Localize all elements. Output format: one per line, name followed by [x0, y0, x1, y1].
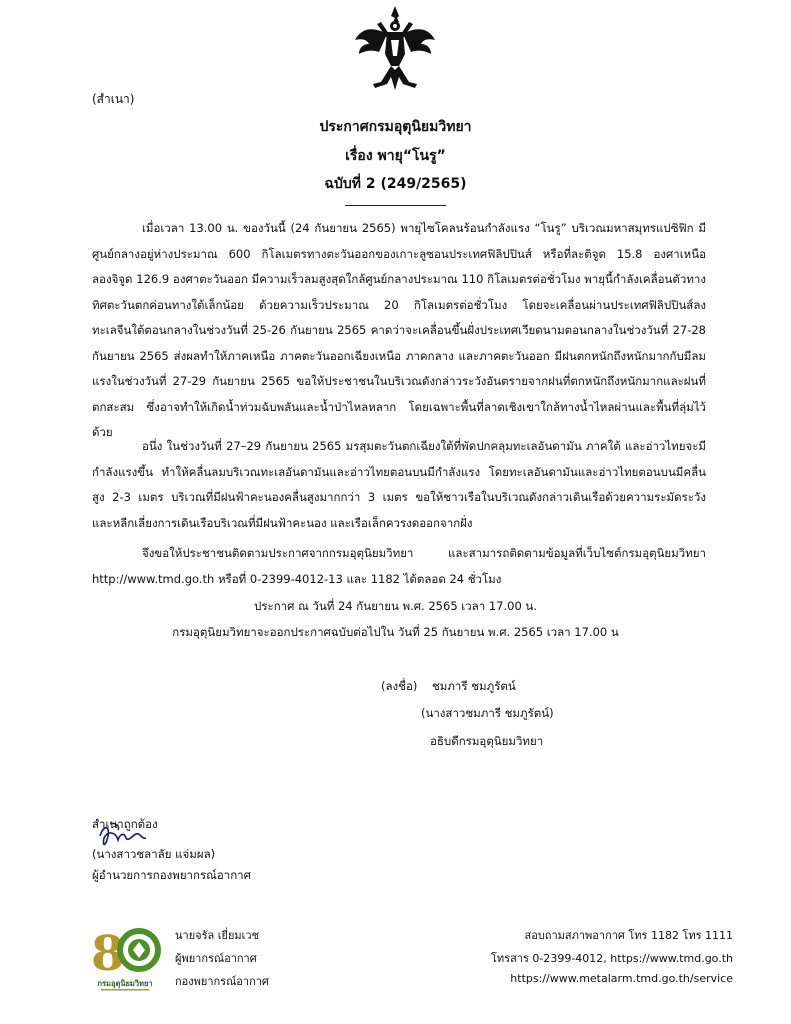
- paragraph-monsoon-warning-text: อนึ่ง ในช่วงวันที่ 27–29 กันยายน 2565 มรสุมตะวันตกเฉียงใต้ที่พัดปกคลุมทะเลอันดามัน ภาคใต้ และอ่าวไทยจะมีกำลังแรงขึ้น ทำให้คลื่นลมบริเวณทะเลอันดามันและอ่าวไทยตอนบนมีกำลังแรง โดยทะเลอันดามันและอ่าวไทยตอนบนมีคลื่นสูง 2-3 เมตร บริเวณที่มีฝนฟ้าคะนองคลื่นสูงมากกว่า 3 เมตร ขอให้ชาวเรือในบริเวณดังกล่าวเดินเรือด้วยความระมัดระวัง และหลีกเลี่ยงการเดินเรือบริเวณที่มีฝนฟ้าคะนอง และเรือเล็กควรงดออกจากฝั่ง: [92, 439, 706, 530]
- announced-date: ประกาศ ณ วันที่ 24 กันยายน พ.ศ. 2565 เวลา 17.00 น.: [254, 599, 537, 613]
- document-issue: ฉบับที่ 2 (249/2565): [324, 176, 467, 192]
- contact-url-link[interactable]: https://www.metalarm.tmd.go.th/service: [510, 972, 733, 985]
- svg-text:8: 8: [91, 926, 125, 982]
- contact-fax[interactable]: โทรสาร 0-2399-4012, https://www.tmd.go.th: [491, 952, 733, 965]
- signature-full-name: (นางสาวชมภารี ชมภูรัตน์): [421, 706, 554, 720]
- copy-tag: (สำเนา): [92, 92, 135, 106]
- certifier-position: ผู้อำนวยการกองพยากรณ์อากาศ: [92, 868, 251, 882]
- paragraph-storm-details-text: เมื่อเวลา 13.00 น. ของวันนี้ (24 กันยายน 2565) พายุไซโคลนร้อนกำลังแรง “โนรู” บริเวณมหาสมุทรแปซิฟิก มีศูนย์กลางอยู่ห่างประมาณ 600 กิโลเมตรทางตะวันออกของเกาะลูซอนประเทศฟิลิปปินส์ หรือที่ละติจูด 15.8 องศาเหนือ ลองจิจูด 126.9 องศาตะวันออก มีความเร็วลมสูงสุดใกล้ศูนย์กลางประมาณ 110 กิโลเมตรต่อชั่วโมง พายุนี้กำลังเคลื่อนตัวทางทิศตะวันตกค่อนทางใต้เล็กน้อย ด้วยความเร็วประมาณ 20 กิโลเมตรต่อชั่วโมง โดยจะเคลื่อนผ่านประเทศฟิลิปปินส์ลงทะเลจีนใต้ตอนกลางในช่วงวันที่ 25-26 กันยายน 2565 คาดว่าจะเคลื่อนขึ้นฝั่งประเทศเวียดนามตอนกลางในช่วงวันที่ 27-28 กันยายน 2565 ส่งผลทำให้ภาคเหนือ ภาคตะวันออกเฉียงเหนือ ภาคกลาง และภาคตะวันออก มีฝนตกหนักถึงหนักมากกับมีลมแรงในช่วงวันที่ 27-29 กันยายน 2565 ขอให้ประชาชนในบริเวณดังกล่าวระวังอันตรายจากฝนที่ตกหนักถึงหนักมากและฝนที่ตกสะสม ซึ่งอาจทำให้เกิดน้ำท่วมฉับพลันและน้ำป่าไหลหลาก โดยเฉพาะพื้นที่ลาดเชิงเขาใกล้ทางน้ำไหลผ่านและพื้นที่ลุ่มไว้ด้วย: [92, 221, 706, 439]
- forecaster-name: นายจรัล เยี่ยมเวช: [175, 929, 260, 942]
- paragraph-monsoon-warning: [92, 434, 706, 536]
- certifier-name: (นางสาวชลาลัย แจ่มผล): [92, 847, 216, 861]
- signature-signed-line: (ลงชื่อ) ชมภารี ชมภูรัตน์: [381, 679, 516, 693]
- signature-position: อธิบดีกรมอุตุนิยมวิทยา: [430, 734, 544, 748]
- paragraph-follow-updates: [92, 541, 706, 592]
- next-issue-note: กรมอุตุนิยมวิทยาจะออกประกาศฉบับต่อไปใน วันที่ 25 กันยายน พ.ศ. 2565 เวลา 17.00 น: [172, 625, 619, 639]
- tmd-80th-anniversary-logo: [89, 920, 161, 994]
- document-subject: เรื่อง พายุ“โนรู”: [345, 148, 446, 164]
- certified-copy-label: สำเนาถูกต้อง: [92, 817, 158, 831]
- contact-phone: สอบถามสภาพอากาศ โทร 1182 โทร 1111: [524, 929, 733, 942]
- paragraph-follow-updates-text: จึงขอให้ประชาชนติดตามประกาศจากกรมอุตุนิยมวิทยา และสามารถติดตามข้อมูลที่เว็บไซต์กรมอุตุนิยมวิทยา http://www.tmd.go.th หรือที่ 0-2399-4012-13 และ 1182 ได้ตลอด 24 ชั่วโมง: [92, 546, 706, 586]
- logo-text: กรมอุตุนิยมวิทยา: [97, 979, 153, 988]
- garuda-emblem-icon: [353, 4, 437, 92]
- document-title: ประกาศกรมอุตุนิยมวิทยา: [319, 119, 472, 135]
- forecaster-division: กองพยากรณ์อากาศ: [175, 975, 269, 988]
- paragraph-storm-details: [92, 216, 706, 446]
- forecaster-role: ผู้พยากรณ์อากาศ: [175, 952, 257, 965]
- title-divider: [345, 205, 446, 206]
